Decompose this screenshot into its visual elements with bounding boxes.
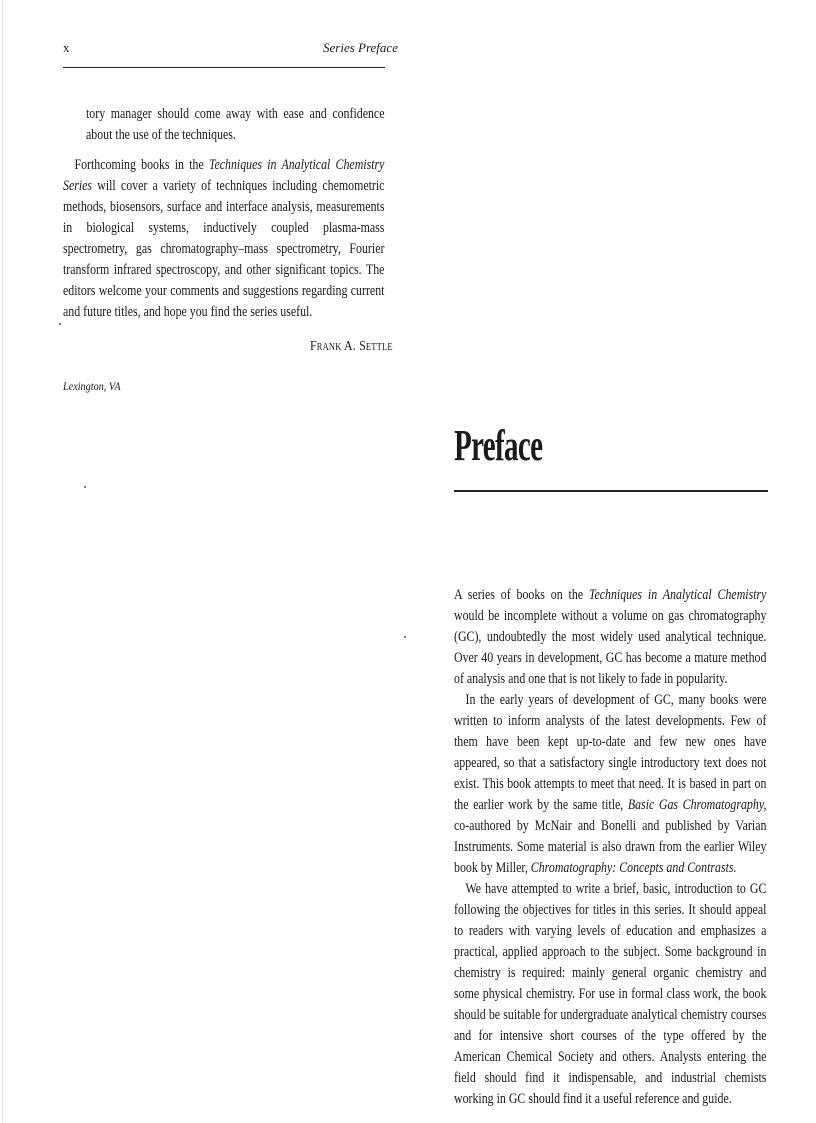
forthcoming-rest: will cover a variety of techniques including chemometric methods, biosensors, surface and interface analysis, measurements in biological systems, inductively coupled plasma-mass spectrometry, gas chromatography–mass spectrometry, Fourier transform infrared spectroscopy, and other significant topics. The editors welcome your comments and suggestions regarding current and future titles, and hope you find the series useful.	[63, 178, 385, 320]
scan-speck	[84, 486, 86, 488]
preface-paragraph-2	[454, 690, 766, 879]
preface-paragraph-3: We have attempted to write a brief, basic, introduction to GC following the objectives for titles in this series. It should appeal to readers with varying levels of education and emphasizes a practical, applied approach to the subject. Some background in chemistry is required: mainly general organic chemistry and some physical chemistry. For use in formal class work, the book should be suitable for undergraduate analytical chemistry courses and for intensive short courses of the type offered by the American Chemical Society and others. Analysts entering the field should find it indispensable, and industrial chemists working in GC should find it a useful reference and guide.	[454, 881, 767, 1107]
signature: Frank A. Settle	[310, 339, 393, 354]
para1-text-rest: would be incomplete without a volume on gas chromatography (GC), undoubtedly the most widely used analytical technique. Over 40 years in development, GC has become a mature method of analysis and one that is not likely to fade in popularity.	[454, 608, 767, 687]
series-name: Techniques in Analytical Chemistry Series	[63, 157, 385, 194]
title-rule	[454, 490, 768, 492]
page-edge	[2, 0, 3, 1123]
running-head: Series Preface	[323, 40, 398, 55]
chapter-title: Preface	[454, 421, 543, 470]
page-number: x	[63, 40, 70, 55]
series-title-italic: Techniques in Analytical Chemistry	[588, 587, 767, 603]
forthcoming-paragraph	[63, 155, 384, 323]
header-rule	[63, 67, 385, 68]
scan-speck	[404, 636, 406, 638]
continued-paragraph: tory manager should come away with ease and confidence about the use of the techniques.	[86, 106, 385, 143]
location: Lexington, VA	[63, 379, 121, 393]
preface-paragraph-1	[454, 585, 766, 690]
para2-text: In the early years of development of GC, many books were written to inform analysts of the latest developments. Few of them have been kept up-to-date and few new ones have appeared, so that a satisfactory single introductory text does not exist. This book attempts to meet that need. It is based in part on the earlier work by the same title,	[454, 692, 767, 813]
forthcoming-lead: Forthcoming books in the	[74, 157, 209, 173]
para1-text: A series of books on the	[454, 587, 589, 603]
preface-body	[454, 585, 766, 1110]
book-title-italic: Basic Gas Chromatography,	[627, 797, 767, 813]
para2-text-rest: co-authored by McNair and Bonelli and published by Varian Instruments. Some material is also drawn from the earlier Wiley book by Miller,	[454, 818, 767, 876]
scan-speck	[59, 323, 61, 325]
miller-title-italic: Chromatography: Concepts and Contrasts.	[530, 860, 737, 876]
